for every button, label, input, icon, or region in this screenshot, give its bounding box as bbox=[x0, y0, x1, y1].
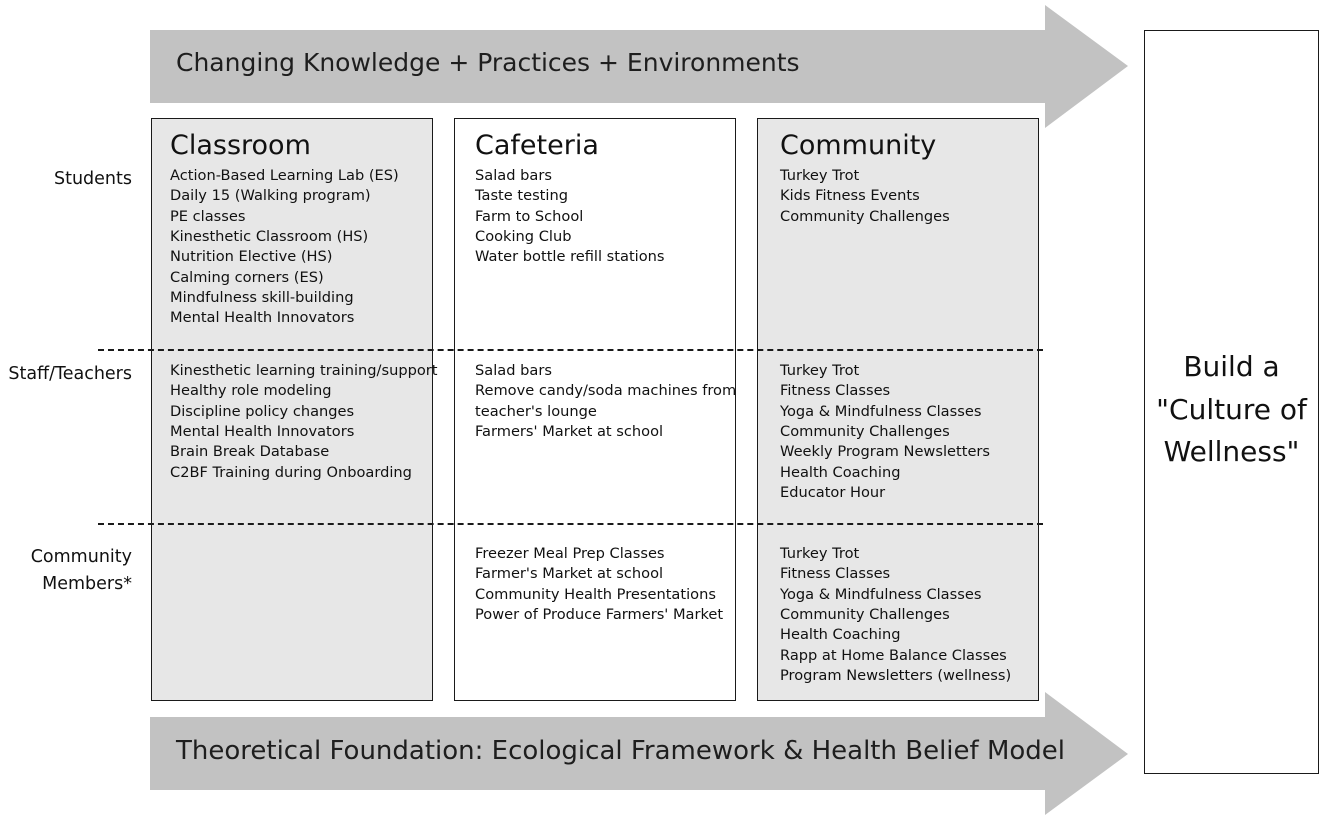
list-item: Discipline policy changes bbox=[170, 402, 355, 420]
outcome-label: Build a "Culture of Wellness" bbox=[1156, 350, 1307, 468]
list-item: Daily 15 (Walking program) bbox=[170, 187, 371, 205]
top-arrow-label: Changing Knowledge + Practices + Environments bbox=[176, 48, 800, 77]
list-item: Turkey Trot bbox=[780, 362, 860, 379]
list-item: Health Coaching bbox=[780, 463, 901, 481]
community-staff-list bbox=[780, 361, 990, 503]
list-item: Yoga & Mindfulness Classes bbox=[780, 585, 982, 603]
community-community-members-list bbox=[780, 544, 1011, 686]
row-label-staff: Staff/Teachers bbox=[8, 364, 132, 384]
cafeteria-community-members-list bbox=[475, 544, 723, 625]
classroom-students-list bbox=[170, 166, 399, 329]
community-students-list bbox=[780, 166, 950, 227]
row-label-students: Students bbox=[53, 169, 132, 189]
list-item: Turkey Trot bbox=[780, 167, 860, 184]
list-item: Mindfulness skill-building bbox=[170, 289, 354, 307]
list-item: Yoga & Mindfulness Classes bbox=[780, 402, 982, 420]
list-item: Educator Hour bbox=[780, 484, 886, 502]
list-item: Water bottle refill stations bbox=[475, 248, 665, 266]
list-item: Remove candy/soda machines from bbox=[475, 382, 737, 400]
list-item: Farmers' Market at school bbox=[475, 423, 664, 441]
list-item: Community Challenges bbox=[780, 207, 950, 225]
list-item: Weekly Program Newsletters bbox=[780, 443, 991, 461]
list-item: PE classes bbox=[170, 207, 246, 225]
list-item: Nutrition Elective (HS) bbox=[170, 248, 333, 266]
list-item: Kinesthetic Classroom (HS) bbox=[170, 228, 369, 246]
cafeteria-title: Cafeteria bbox=[475, 130, 599, 161]
classroom-staff-list bbox=[170, 361, 438, 483]
list-item: Calming corners (ES) bbox=[170, 268, 324, 286]
row-label-community-members: Community Members* bbox=[30, 547, 132, 594]
list-item: Turkey Trot bbox=[780, 545, 860, 562]
list-item: teacher's lounge bbox=[475, 402, 597, 420]
list-item: Fitness Classes bbox=[780, 565, 891, 583]
list-item: Mental Health Innovators bbox=[170, 423, 355, 441]
list-item: Farmer's Market at school bbox=[475, 565, 664, 583]
list-item: Healthy role modeling bbox=[170, 382, 332, 400]
list-item: Freezer Meal Prep Classes bbox=[475, 545, 665, 562]
list-item: Action-Based Learning Lab (ES) bbox=[170, 167, 399, 184]
list-item: C2BF Training during Onboarding bbox=[170, 463, 412, 481]
list-item: Community Challenges bbox=[780, 606, 950, 624]
list-item: Kids Fitness Events bbox=[780, 187, 920, 205]
list-item: Fitness Classes bbox=[780, 382, 891, 400]
cafeteria-staff-list bbox=[475, 361, 736, 442]
list-item: Health Coaching bbox=[780, 626, 901, 644]
list-item: Rapp at Home Balance Classes bbox=[780, 646, 1007, 664]
list-item: Kinesthetic learning training/support bbox=[170, 362, 438, 379]
classroom-title: Classroom bbox=[170, 130, 311, 161]
list-item: Farm to School bbox=[475, 207, 584, 225]
list-item: Mental Health Innovators bbox=[170, 309, 355, 327]
row-divider bbox=[98, 523, 1043, 525]
list-item: Cooking Club bbox=[475, 228, 572, 246]
community-title: Community bbox=[780, 130, 937, 161]
cafeteria-students-list bbox=[475, 166, 665, 268]
list-item: Salad bars bbox=[475, 362, 552, 379]
list-item: Power of Produce Farmers' Market bbox=[475, 606, 724, 624]
list-item: Salad bars bbox=[475, 167, 552, 184]
list-item: Community Challenges bbox=[780, 423, 950, 441]
row-divider bbox=[98, 349, 1043, 351]
list-item: Taste testing bbox=[475, 187, 568, 205]
list-item: Program Newsletters (wellness) bbox=[780, 667, 1012, 685]
bottom-arrow-label: Theoretical Foundation: Ecological Framework & Health Belief Model bbox=[176, 736, 1066, 766]
list-item: Community Health Presentations bbox=[475, 585, 716, 603]
list-item: Brain Break Database bbox=[170, 443, 330, 461]
